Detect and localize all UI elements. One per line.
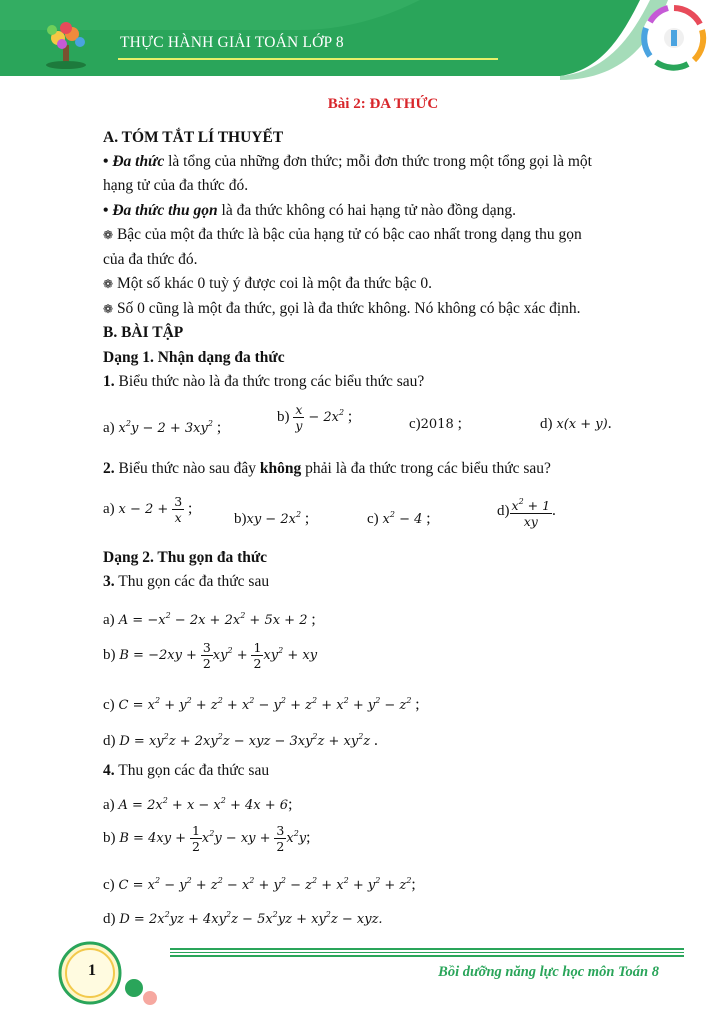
theory-heading: A. TÓM TẮT LÍ THUYẾT (103, 129, 284, 146)
exercises-heading: B. BÀI TẬP (103, 324, 184, 341)
page-number: 1 (88, 962, 96, 979)
lesson-title: Bài 2: ĐA THỨC (327, 96, 439, 112)
q2-option-c: c) $x^2 - 4$ ; (367, 510, 431, 527)
question-1: 1. Biểu thức nào là đa thức trong các biểu thức sau? (103, 373, 425, 390)
q3-part-c: c) $C = x^2 + y^2 + z^2 + x^2 - y^2 + z^2 + x^2 + y^2 - z^2$ ; (103, 696, 420, 713)
q3-part-a: a) $A = -x^2 - 2x + 2x^2 + 5x + 2$ ; (103, 611, 316, 628)
type-2-heading: Dạng 2. Thu gọn đa thức (103, 549, 268, 566)
q3-part-d: d) $D = xy^2z + 2xy^2z$ − xyz − $3xy^2z + xy^2z$ . (103, 732, 378, 749)
footer-rule (170, 948, 684, 959)
type-1-heading: Dạng 1. Nhận dạng đa thức (103, 349, 285, 366)
q1-option-c: c)2018 ; (409, 415, 462, 432)
q4-part-a: a) $A = 2x^2 + x - x^2 + 4x + 6$; (103, 796, 293, 813)
header-banner (0, 0, 725, 85)
flower-icon: ❁ (103, 277, 114, 291)
q2-option-a: a) x − 2 + $\frac{3}{x}$ ; (103, 494, 193, 525)
theory-paragraph-4: ❁ Một số khác 0 tuỳ ý được coi là một đa thức bậc 0. (103, 275, 433, 292)
page-number-badge (52, 938, 172, 1018)
q2-option-b: $b)xy - 2x^2$ ; (234, 510, 310, 527)
theory-paragraph-3: ❁ Bậc của một đa thức là bậc của hạng tử có bậc cao nhất trong dạng thu gọn (103, 226, 582, 243)
flower-icon: ❁ (103, 228, 114, 242)
question-3: 3. Thu gọn các đa thức sau (103, 573, 270, 590)
q2-option-d: d) $\frac{x^2 + 1}{xy}$ . (497, 494, 556, 529)
q4-part-d: d) $D = 2x^2yz + 4xy^2z - 5x^2yz + xy^2z$ − xyz. (103, 910, 383, 927)
q4-part-b: b) B = 4xy + $\frac{1}{2}$ $x^2y$ − xy + $\frac{3}{2}$ $x^2y$; (103, 823, 311, 854)
question-4: 4. Thu gọn các đa thức sau (103, 762, 270, 779)
theory-paragraph-1: • Đa thức là tổng của những đơn thức; mỗi đơn thức trong một tổng gọi là một (103, 153, 592, 170)
theory-paragraph-2: • Đa thức thu gọn là đa thức không có hai hạng tử nào đồng dạng. (103, 202, 516, 219)
theory-paragraph-3-cont: của đa thức đó. (103, 251, 198, 268)
theory-paragraph-5: ❁ Số 0 cũng là một đa thức, gọi là đa thức không. Nó không có bậc xác định. (103, 300, 581, 317)
q1-option-a: a) $x^2y - 2 + 3xy^2$ ; (103, 419, 222, 436)
q4-part-c: c) $C = x^2 - y^2 + z^2 - x^2 + y^2 - z^2 + x^2 + y^2 + z^2$; (103, 876, 416, 893)
header-underline (118, 58, 498, 60)
question-2: 2. Biểu thức nào sau đây không phải là đa thức trong các biểu thức sau? (103, 460, 551, 477)
footer-text: Bồi dưỡng năng lực học môn Toán 8 (438, 964, 659, 980)
community-logo-icon (640, 4, 708, 72)
q1-option-b: b) $\frac{x}{y}$ − $2x^2$ ; (277, 402, 353, 433)
flower-icon: ❁ (103, 302, 114, 316)
q1-option-d: d) x(x + y). (540, 415, 612, 432)
header-title: THỰC HÀNH GIẢI TOÁN LỚP 8 (120, 34, 344, 51)
q3-part-b: b) B = −2xy + $\frac{3}{2}$ $xy^2$ + $\frac{1}{2}$ $xy^2$ + xy (103, 640, 318, 671)
theory-paragraph-1-cont: hạng tử của đa thức đó. (103, 177, 249, 194)
